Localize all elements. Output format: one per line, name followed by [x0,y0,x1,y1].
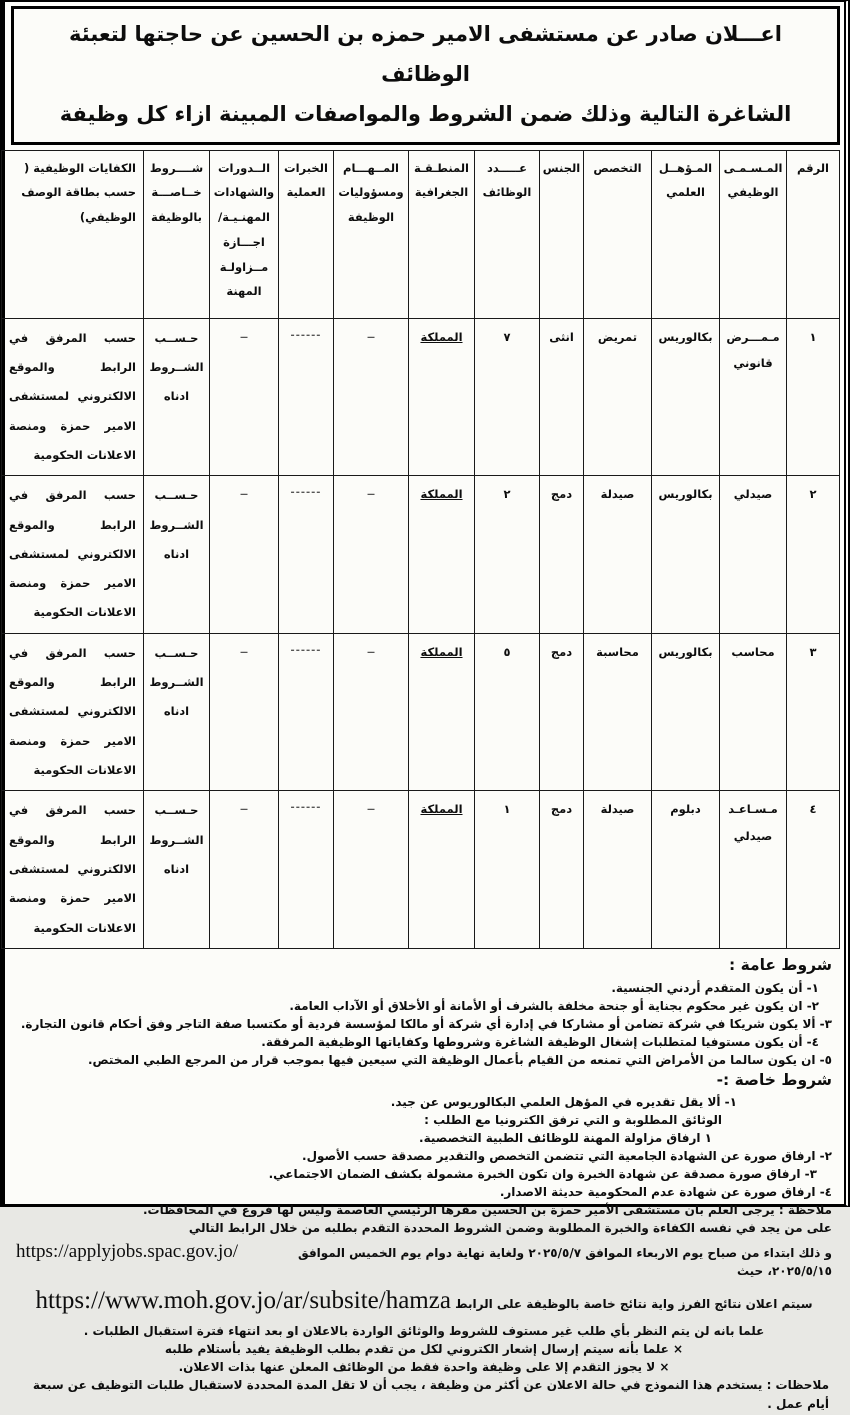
cell-job: مـمـــرض قانوني [720,318,787,476]
table-row [2,476,840,634]
general-condition-item: ٢- ان يكون غير محكوم بجناية أو جنحة مخلفة بالشرف أو الأمانة أو الأخلاق أو الآداب العامة. [289,998,819,1013]
cell-degree: دبلوم [652,791,720,949]
cell-num: ١ [787,318,840,476]
cell-region: المملكة [409,791,475,949]
cell-tasks: ــ [334,791,409,949]
cell-courses: ــ [210,633,279,791]
vacancies-table [1,150,840,949]
cell-competencies: حسب المرفق في الرابط والموقع الالكتروني لمستشفى الامير حمزة ومنصة الاعلانات الحكومية [2,318,144,476]
special-condition-item: ٢- ارفاق صورة عن الشهادة الجامعية التي تتضمن التخصص والتقدير مصدقة حسب الأصول. [302,1149,832,1164]
general-condition-item: ٣- ألا يكون شريكا في شركة تضامن أو مشاركا في إدارة أي شركة أو مالكا لمؤسسة فردية أو مكتسبا صفة التاجر وفق أحكام قانون التجارة. [20,1016,832,1031]
results-text: سيتم اعلان نتائج الفرز واية نتائج خاصة بالوظيفة على الرابط [455,1297,813,1312]
cell-special: حـســب الشــروط ادناه [144,318,210,476]
ad-title-line2: الشاغرة التالية وذلك ضمن الشروط والمواصفات المبينة ازاء كل وظيفة [59,101,792,126]
cell-degree: بكالوريس [652,318,720,476]
application-dates: و ذلك ابتداء من صباح يوم الاربعاء الموافق ٢٠٢٥/٥/٧ ولغاية نهاية دوام يوم الخميس الموافق ٢٠٢٥/٥/١٥، حيث [298,1246,832,1279]
cell-region: المملكة [409,633,475,791]
cell-num: ٤ [787,791,840,949]
cell-count: ٢ [475,476,540,634]
column-header-special: شــــروط خــاصـــة بالوظيفة [144,150,210,318]
apply-url-link[interactable]: https://applyjobs.spac.gov.jo/ [16,1241,239,1263]
cell-experience: ------ [279,791,334,949]
cell-courses: ــ [210,476,279,634]
single-application-bullet: × لا يجوز التقدم إلا على وظيفة واحدة فقط من الوظائف المعلن عنها بذات الاعلان. [178,1360,670,1375]
general-condition-item: ٤- أن يكون مستوفيا لمتطلبات إشغال الوظيفة الشاغرة وشروطها وكفاياتها الوظيفية المرفقة. [261,1034,819,1049]
results-announcement-line [16,1281,832,1321]
application-intro: على من يجد في نفسه الكفاءة والخبرة المطلوبة وضمن الشروط المحددة التقدم بطلبه من خلال الرابط التالي [188,1221,832,1236]
cell-num: ٢ [787,476,840,634]
cell-gender: دمج [540,633,584,791]
ad-title [11,6,840,145]
ad-title-line1: اعـــلان صادر عن مستشفى الامير حمزه بن الحسين عن حاجتها لتعبئة الوظائف [69,22,782,86]
column-header-competencies: الكفايات الوظيفية ( حسب بطاقة الوصف الوظيفي) [2,150,144,318]
special-condition-item: ١ ارفاق مزاولة المهنة للوظائف الطبية التخصصية. [419,1131,712,1146]
cell-tasks: ــ [334,318,409,476]
conditions-section [10,949,841,1415]
column-header-count: عـــــدد الوظائف [475,150,540,318]
column-header-major: التخصص [584,150,652,318]
cell-special: حـســب الشــروط ادناه [144,633,210,791]
application-period-line [16,1238,832,1280]
cell-job: صيدلي [720,476,787,634]
column-header-experience: الخبرات العملية [279,150,334,318]
special-condition-item: ٤- ارفاق صورة عن شهادة عدم المحكومية حديثة الاصدار. [499,1185,832,1200]
special-conditions-heading: شروط خاصة :- [716,1070,832,1089]
table-row [2,633,840,791]
column-header-gender: الجنس [540,150,584,318]
cell-job: مـسـاعـد صيدلي [720,791,787,949]
special-condition-item: الوثائق المطلوبة و التي ترفق الكترونيا مع الطلب : [424,1113,722,1128]
rejection-disclaimer: علما بانه لن يتم النظر بأي طلب غير مستوف للشروط والوثائق الواردة بالاعلان او بعد انتهاء فترة استقبال الطلبات . [83,1324,765,1339]
cell-major: صيدلة [584,476,652,634]
column-header-num: الرقم [787,150,840,318]
cell-major: محاسبة [584,633,652,791]
cell-num: ٣ [787,633,840,791]
hospital-location-note: ملاحظة : يرجى العلم بان مستشفى الأمير حمزة بن الحسين مقرها الرئيسي العاصمة وليس لها فروع في المحافظات. [142,1203,832,1218]
cell-degree: بكالوريس [652,633,720,791]
column-header-tasks: المــهـــام ومسؤوليات الوظيفة [334,150,409,318]
cell-special: حـســب الشــروط ادناه [144,791,210,949]
table-row [2,791,840,949]
column-header-degree: المـؤهــل العلمي [652,150,720,318]
cell-courses: ــ [210,318,279,476]
cell-experience: ------ [279,318,334,476]
general-conditions-heading: شروط عامة : [728,955,832,974]
cell-region: المملكة [409,318,475,476]
cell-count: ٥ [475,633,540,791]
general-condition-item: ١- أن يكون المتقدم أردني الجنسية. [611,980,819,995]
cell-region: المملكة [409,476,475,634]
cell-count: ٧ [475,318,540,476]
form-usage-footnote: ملاحظات : يستخدم هذا النموذج في حالة الاعلان عن أكثر من وظيفة ، يجب أن لا تقل المدة المحددة لاستقبال طلبات التوظيف عن سبعة أيام عمل . [32,1378,829,1412]
cell-courses: ــ [210,791,279,949]
cell-count: ١ [475,791,540,949]
column-header-courses: الــدورات والشهادات المهنـيـة/ اجـــازة مــزاولـة المهنة [210,150,279,318]
cell-job: محاسب [720,633,787,791]
table-row [2,318,840,476]
cell-experience: ------ [279,633,334,791]
cell-gender: دمج [540,476,584,634]
cell-degree: بكالوريس [652,476,720,634]
cell-tasks: ــ [334,476,409,634]
cell-major: صيدلة [584,791,652,949]
special-condition-item: ١- ألا يقل تقديره في المؤهل العلمي البكالوريوس عن جيد. [390,1095,737,1110]
cell-competencies: حسب المرفق في الرابط والموقع الالكتروني لمستشفى الامير حمزة ومنصة الاعلانات الحكومية [2,476,144,634]
cell-major: تمريض [584,318,652,476]
cell-competencies: حسب المرفق في الرابط والموقع الالكتروني لمستشفى الامير حمزة ومنصة الاعلانات الحكومية [2,791,144,949]
column-header-region: المنطـقـة الجغرافية [409,150,475,318]
column-header-job: المـسـمـى الوظيفي [720,150,787,318]
results-url-link[interactable]: https://www.moh.gov.jo/ar/subsite/hamza [35,1287,451,1315]
cell-gender: دمج [540,791,584,949]
cell-gender: انثى [540,318,584,476]
special-condition-item: ٣- ارفاق صورة مصدقة عن شهادة الخبرة وان تكون الخبرة مشمولة بكشف الضمان الاجتماعي. [268,1167,817,1182]
cell-competencies: حسب المرفق في الرابط والموقع الالكتروني لمستشفى الامير حمزة ومنصة الاعلانات الحكومية [2,633,144,791]
cell-tasks: ــ [334,633,409,791]
cell-experience: ------ [279,476,334,634]
general-condition-item: ٥- ان يكون سالما من الأمراض التي تمنعه من القيام بأعمال الوظيفة التي سيعين فيها بموجب قرار من المرجع الطبي المختص. [87,1052,832,1067]
cell-special: حـســب الشــروط ادناه [144,476,210,634]
table-header-row [2,150,840,318]
notification-bullet: × علما بأنه سيتم إرسال إشعار الكتروني لكل من تقدم بطلب الوظيفة يفيد بأستلام طلبه [164,1342,684,1357]
